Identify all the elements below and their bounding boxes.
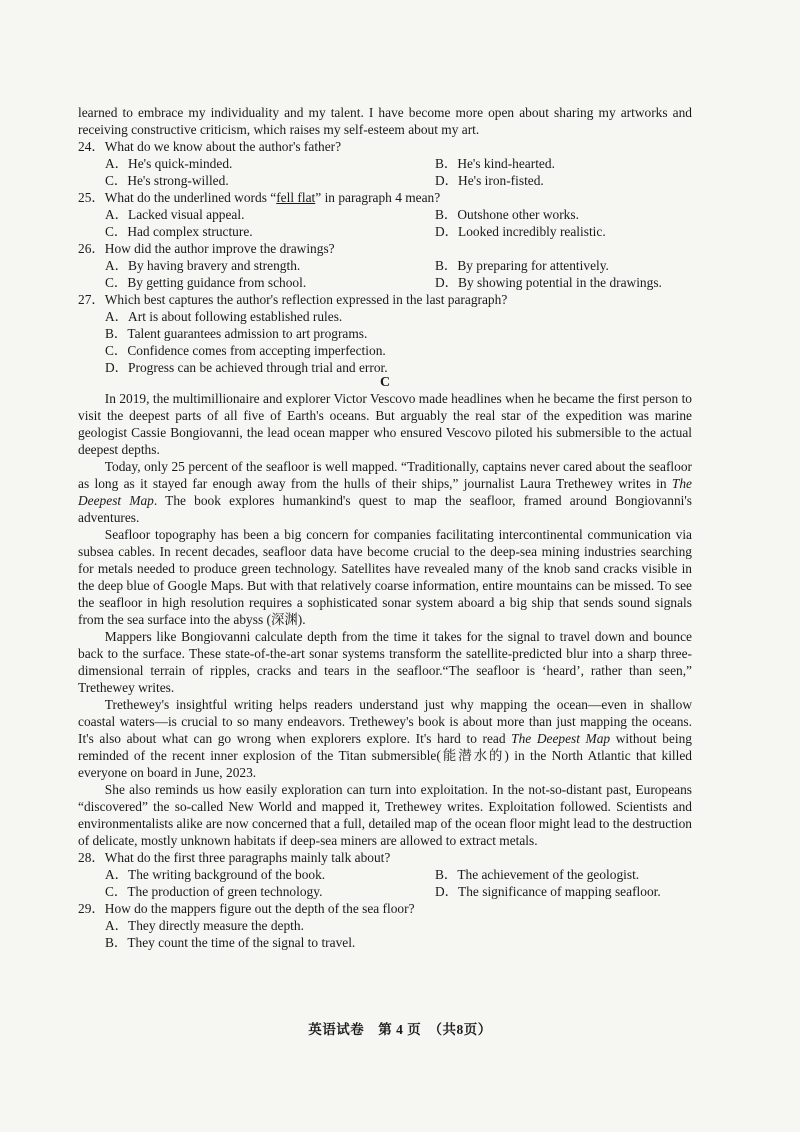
option-a[interactable]: A．The writing background of the book. [105,867,326,882]
question-number: 27． [78,292,105,307]
book-title: The Deepest Map [511,731,611,746]
options [78,155,692,189]
option-c[interactable]: C．By getting guidance from school. [105,275,307,290]
option-d[interactable]: D．By showing potential in the drawings. [435,275,662,290]
question-number: 26． [78,241,105,256]
option-a[interactable]: A．Lacked visual appeal. [105,207,245,222]
question-stem: Which best captures the author's reflection expressed in the last paragraph? [104,292,508,307]
passage-paragraph-2 [78,458,692,526]
option-c[interactable]: C．Had complex structure. [105,224,253,239]
question-24 [78,138,692,189]
passage-paragraph-5 [78,696,692,781]
question-number: 28． [78,850,105,865]
option-d[interactable]: D．Looked incredibly realistic. [435,224,606,239]
question-stem: How did the author improve the drawings? [104,241,335,256]
options [78,866,692,900]
options [78,257,692,291]
option-b[interactable]: B．They count the time of the signal to travel. [105,935,356,950]
paragraph-text: Today, only 25 percent of the seafloor is well mapped. “Traditionally, captains never cared about the seafloor as long as it stayed far enough away from the hulls of their ships,” journalist Laura Trethewey writes in [78,459,692,491]
option-b[interactable]: B．The achievement of the geologist. [435,867,640,882]
question-number: 29． [78,901,105,916]
option-a[interactable]: A．They directly measure the depth. [105,918,304,933]
option-d[interactable]: D．The significance of mapping seafloor. [435,884,661,899]
question-stem: How do the mappers figure out the depth of the sea floor? [104,901,415,916]
paragraph-text: Trethewey's insightful writing helps readers understand just why mapping the ocean—even in shallow coastal waters—is crucial to so many endeavors. Trethewey's book is about more than just mapping the oceans. It's also about what can go wrong when explorers explore. It's hard to read [78,697,692,746]
question-29 [78,900,692,951]
option-a[interactable]: A．By having bravery and strength. [105,258,301,273]
option-d[interactable]: D．He's iron-fisted. [435,173,544,188]
page-footer: 英语试卷 第 4 页 （共8页） [308,1022,492,1037]
question-stem: What do we know about the author's father? [104,139,342,154]
book-title: The Deepest Map [78,476,692,508]
option-d[interactable]: D．Progress can be achieved through trial and error. [105,360,388,375]
option-b[interactable]: B．He's kind-hearted. [435,156,555,171]
question-26 [78,240,692,291]
question-stem-before: What do the underlined words [104,190,271,205]
option-b[interactable]: B．By preparing for attentively. [435,258,609,273]
paragraph-text: without being reminded of the recent inner explosion of the Titan submersible(能潜水的) in the North Atlantic that killed everyone on board in June, 2023. [78,731,692,780]
underlined-phrase: “fell flat” [270,190,322,205]
question-25 [78,189,692,240]
question-number: 24． [78,139,105,154]
option-c[interactable]: C．He's strong-willed. [105,173,229,188]
section-label: C [379,375,391,390]
passage-paragraph-4: Mappers like Bongiovanni calculate depth from the time it takes for the signal to travel down and bounce back to the surface. These state-of-the-art sonar systems transform the satellite-predicted blur into a sharp three-dimensional terrain of ripples, cracks and tears in the seafloor.“The seafloor is ‘heard’, rather than seen,” Trethewey writes. [78,629,692,695]
option-b[interactable]: B．Talent guarantees admission to art programs. [105,326,368,341]
question-stem: What do the first three paragraphs mainly talk about? [104,850,391,865]
option-a[interactable]: A．Art is about following established rules. [105,309,343,324]
question-28 [78,849,692,900]
paragraph-text: . The book explores humankind's quest to map the seafloor, framed around Bongiovanni's adventures. [78,493,692,525]
question-stem-after: in paragraph 4 mean? [321,190,441,205]
option-a[interactable]: A．He's quick-minded. [105,156,233,171]
intro-paragraph: learned to embrace my individuality and my talent. I have become more open about sharing my artworks and receiving constructive criticism, which raises my self-esteem about my art. [78,105,692,137]
page-content [78,104,692,951]
option-c[interactable]: C．The production of green technology. [105,884,323,899]
passage-paragraph-6: She also reminds us how easily exploration can turn into exploitation. In the not-so-distant past, Europeans “discovered” the so-called New World and mapped it, Trethewey writes. Exploitation followed. Scientists and environmentalists alike are now concerned that a full, detailed map of the ocean floor might lead to the destruction of delicate, mostly unknown habitats if deep-sea miners are allowed to extract metals. [78,782,692,848]
option-c[interactable]: C．Confidence comes from accepting imperfection. [105,343,386,358]
question-number: 25． [78,190,105,205]
passage-paragraph-1: In 2019, the multimillionaire and explorer Victor Vescovo made headlines when he became the first person to visit the deepest parts of all five of Earth's oceans. But arguably the real star of the expedition was marine geologist Cassie Bongiovanni, the lead ocean mapper who ensured Vescovo piloted his submersible to the actual deepest depths. [78,391,692,457]
options [78,206,692,240]
options [78,308,692,376]
passage-paragraph-3: Seafloor topography has been a big concern for companies facilitating intercontinental communication via subsea cables. In recent decades, seafloor data have become crucial to the deep-sea mining industries searching for metals needed to produce green technology. Satellites have revealed many of the knob sand cracks visible in the deep blue of Google Maps. But with that relatively coarse information, entire mountains can be missed. To see the seafloor in high resolution requires a sophisticated sonar system aboard a big ship that sends sound signals from the sea surface into the abyss (深渊). [78,527,692,627]
passage-c [78,390,692,849]
options [78,917,692,951]
option-b[interactable]: B．Outshone other works. [435,207,579,222]
question-27 [78,291,692,376]
